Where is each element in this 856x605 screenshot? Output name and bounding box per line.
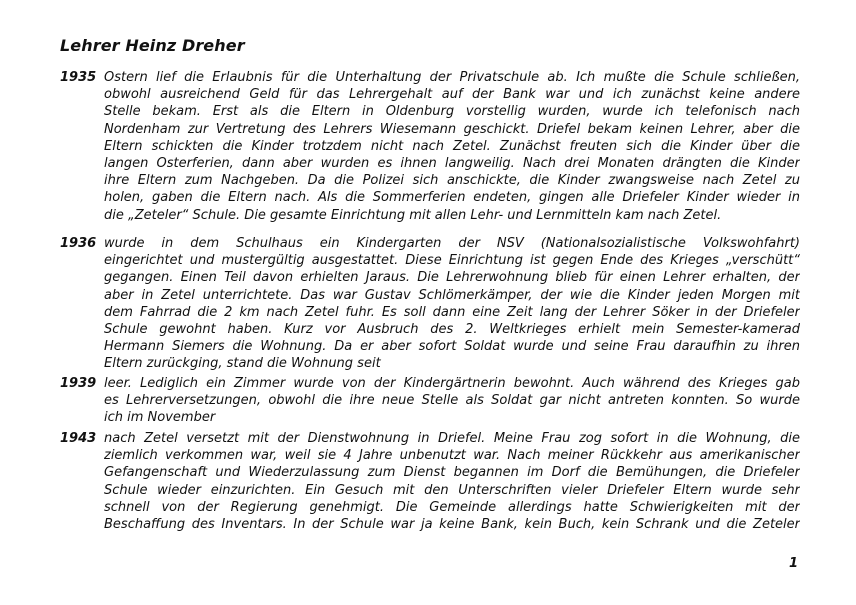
text-line: gegangen. Einen Teil davon erhielten Jaraus. Die Lehrerwohnung blieb für einen Lehrer erhalten, der [104,270,800,286]
entry-1935 [60,69,800,224]
text-line: Nordenham zur Vertretung des Lehrers Wiesemann geschickt. Driefel bekam keinen Lehrer, aber die [104,121,800,137]
entry-year: 1936 [60,236,97,251]
text-line: Schule wieder einzurichten. Ein Gesuch mit den Unterschriften vieler Driefeler Eltern wurde sehr [104,482,800,498]
text-line: Ostern lief die Erlaubnis für die Unterhaltung der Privatschule ab. Ich mußte die Schule schließen, [104,70,800,85]
entry-year: 1943 [60,431,97,446]
text-line: Schule gewohnt haben. Kurz vor Ausbruch des 2. Weltkrieges erhielt mein Semester-kamerad [104,322,800,338]
entry-text [104,430,800,533]
text-line: nach Zetel versetzt mit der Dienstwohnung in Driefel. Meine Frau zog sofort in die Wohnung, die [104,431,800,446]
text-line: leer. Lediglich ein Zimmer wurde von der Kindergärtnerin bewohnt. Auch während des Krieges gab [104,376,800,391]
entry-1936 [60,235,800,373]
text-line: Beschaffung des Inventars. In der Schule war ja keine Bank, kein Buch, kein Schrank und die Zeteler [104,517,800,533]
text-line: obwohl ausreichend Geld für das Lehrergehalt auf der Bank war und ich zunächst keine andere [104,87,800,103]
entry-text [104,69,800,224]
text-line: Hermann Siemers die Wohnung. Da er aber sofort Soldat wurde und seine Frau daraufhin zu ihren [104,339,800,355]
text-line: wurde in dem Schulhaus ein Kindergarten der NSV (Nationalsozialistische Volkswohfahrt) [104,236,800,251]
entry-year: 1935 [60,70,97,85]
text-line: ich im November [104,410,216,426]
text-line: ihre Eltern zum Nachgeben. Da die Polizei sich anschickte, die Kinder zwangsweise nach Zetel zu [104,173,800,189]
text-line: ziemlich verkommen war, weil sie 4 Jahre unbenutzt war. Nach meiner Rückkehr aus amerikanischer [104,448,800,464]
entry-year: 1939 [60,376,97,391]
text-line: schnell von der Regierung genehmigt. Die Gemeinde allerdings hatte Schwierigkeiten mit der [104,499,800,515]
entry-1939 [60,375,800,427]
text-line: Eltern schickten die Kinder trotzdem nicht nach Zetel. Zunächst freuten sich die Kinder über die [104,138,800,154]
text-line: dem Fahrrad die 2 km nach Zetel fuhr. Es soll dann eine Zeit lang der Lehrer Söker in der Driefeler [104,304,800,320]
page-number: 1 [789,556,799,571]
text-line: Eltern zurückging, stand die Wohnung seit [104,356,381,372]
entry-text [104,235,800,373]
entry-1943 [60,430,800,533]
entry-text [104,375,800,427]
text-line: aber in Zetel unterrichtete. Das war Gustav Schlömerkämper, der wie die Kinder jeden Morgen mit [104,287,800,303]
text-line: Gefangenschaft und Wiederzulassung zum Dienst begannen im Dorf die Bemühungen, die Driefeler [104,465,800,481]
text-line: die „Zeteler“ Schule. Die gesamte Einrichtung mit allen Lehr- und Lernmitteln kam nach Zetel. [104,207,722,223]
text-line: es Lehrerversetzungen, obwohl die ihre neue Stelle als Soldat gar nicht antreten konnten. So wurde [104,393,800,409]
text-line: Stelle bekam. Erst als die Eltern in Oldenburg vorstellig wurden, wurde ich telefonisch nach [104,104,800,120]
page-title: Lehrer Heinz Dreher [60,36,245,55]
text-line: langen Osterferien, dann aber wurden es ihnen langweilig. Nach drei Monaten drängten die Kinder [104,156,800,172]
text-line: holen, gaben die Eltern nach. Als die Sommerferien endeten, gingen alle Driefeler Kinder wieder in [104,190,800,206]
text-line: eingerichtet und mustergültig ausgestattet. Diese Einrichtung ist gegen Ende des Krieges „verschütt“ [104,253,800,269]
